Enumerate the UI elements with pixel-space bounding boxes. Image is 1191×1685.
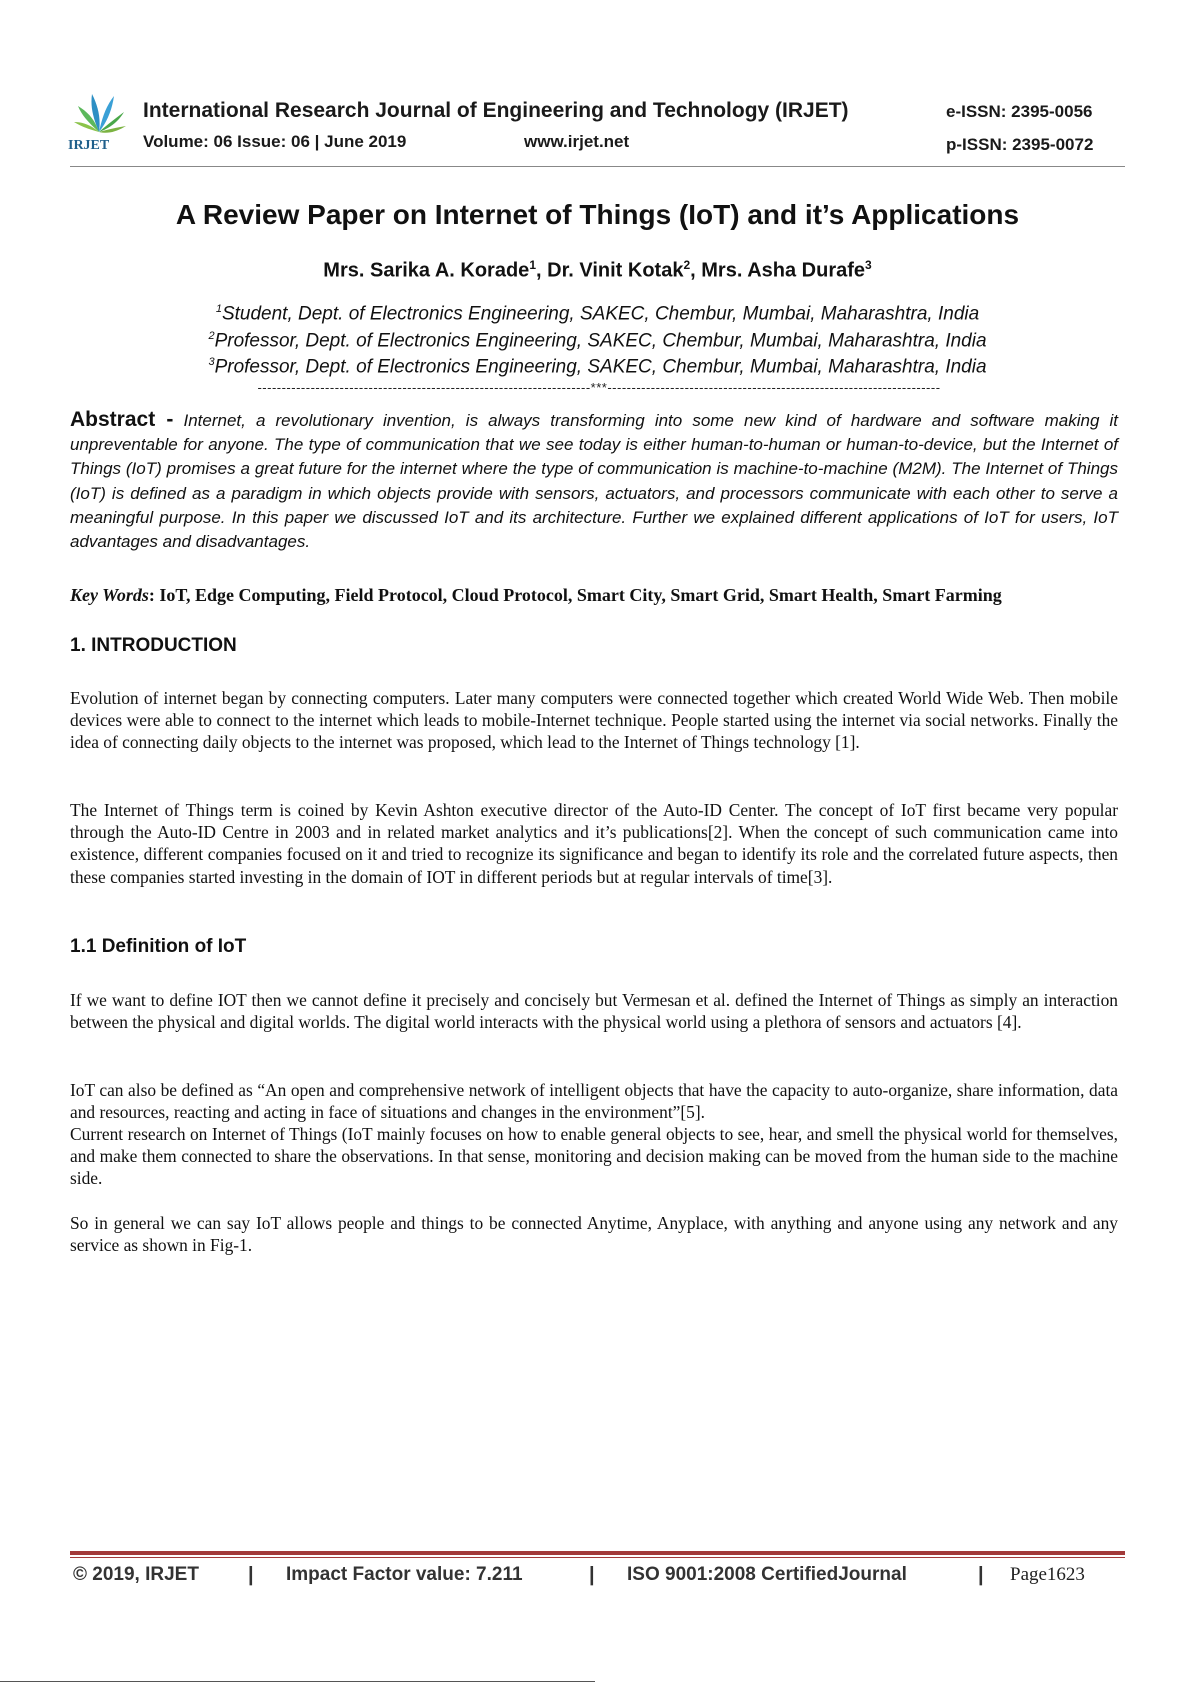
keywords-label: Key Words [70,585,149,605]
intro-paragraph-1: Evolution of internet began by connecting computers. Later many computers were connected together which created World Wide Web. Then mobile devices were able to connect to the internet which leads to mobile-Internet technique. People started using the internet via social networks. Finally the idea of connecting daily objects to the internet was proposed, which lead to the Internet of Things technology [1]. [70,688,1118,753]
footer-copyright: © 2019, IRJET [73,1564,199,1585]
affiliation [70,303,1125,325]
abstract-text: Internet, a revolutionary invention, is always transforming into some new kind of hardware and software making it unpreventable for anyone. The type of communication that we see today is either human-to-human or human-to-device, but the Internet of Things (IoT) promises a great future for the internet where the type of communication is machine-to-machine (M2M). The Internet of Things (IoT) is defined as a paradigm in which objects provide with sensors, actuators, and processors communicate with each other to serve a meaningful purpose. In this paper we discussed IoT and its architecture. Further we explained different applications of IoT for users, IoT advantages and disadvantages. [70,411,1118,552]
affiliation-marker: 2 [208,330,215,342]
abstract-label: Abstract - [70,408,174,431]
keywords-text: : IoT, Edge Computing, Field Protocol, Cloud Protocol, Smart City, Smart Grid, Smart Health, Smart Farming [148,585,1002,605]
paper-title: A Review Paper on Internet of Things (IoT) and it’s Applications [175,199,1020,230]
keywords [70,585,1130,606]
author-affil-marker: 1 [529,258,536,272]
footer-iso: ISO 9001:2008 CertifiedJournal [627,1564,907,1585]
author-affil-marker: 3 [865,258,872,272]
author-name: Mrs. Asha Durafe [701,259,866,282]
abstract [70,408,1118,554]
footer-separator: | [978,1564,984,1586]
journal-website-link[interactable]: www.irjet.net [524,132,630,151]
affiliation-marker: 1 [215,303,222,315]
eissn: e-ISSN: 2395-0056 [946,102,1093,121]
footer-separator: | [589,1564,595,1586]
footer-impact-factor: Impact Factor value: 7.211 [286,1564,523,1585]
definition-paragraph-2: IoT can also be defined as “An open and comprehensive network of intelligent objects that have the capacity to auto-organize, share information, data and resources, reacting and acting in face of situations and changes in the environment”[5]. [70,1080,1118,1123]
author-name: Dr. Vinit Kotak [547,259,684,282]
definition-paragraph-4: So in general we can say IoT allows people and things to be connected Anytime, Anyplace, with anything and anyone using any network and any service as shown in Fig-1. [70,1213,1118,1256]
irjet-logo-text: IRJET [68,138,110,153]
definition-paragraph-3: Current research on Internet of Things (IoT mainly focuses on how to enable general objects to see, hear, and smell the physical world for themselves, and make them connected to share the observations. In that sense, monitoring and decision making can be moved from the human side to the machine side. [70,1124,1118,1189]
affiliation [70,356,1125,378]
affiliation-text: Professor, Dept. of Electronics Engineering, SAKEC, Chembur, Mumbai, Maharashtra, India [214,356,987,378]
page-bottom-line [0,1681,595,1682]
affiliation-text: Student, Dept. of Electronics Engineering, SAKEC, Chembur, Mumbai, Maharashtra, India [221,303,980,325]
affiliation-text: Professor, Dept. of Electronics Engineering, SAKEC, Chembur, Mumbai, Maharashtra, India [214,330,987,352]
section-heading-definition: 1.1 Definition of IoT [70,936,247,957]
affiliation-marker: 3 [208,356,215,368]
affiliation [70,330,1125,352]
author-separator: , [536,259,548,282]
footer-page-number: Page1623 [1010,1564,1085,1585]
author-separator: , [690,259,702,282]
definition-paragraph-1: If we want to define IOT then we cannot define it precisely and concisely but Vermesan et al. defined the Internet of Things as simply an interaction between the physical and digital worlds. The digital world interacts with the physical world using a plethora of sensors and actuators [4]. [70,990,1118,1033]
author-name: Mrs. Sarika A. Korade [323,259,530,282]
section-heading-introduction: 1. INTRODUCTION [70,635,237,656]
footer-divider-thin [70,1557,1125,1558]
header-divider [70,166,1125,167]
intro-paragraph-2: The Internet of Things term is coined by Kevin Ashton executive director of the Auto-ID Center. The concept of IoT first became very popular through the Auto-ID Centre in 2003 and in related market analytics and it’s publications[2]. When the concept of such communication came into existence, different companies focused on it and tried to recognize its significance and began to identify its role and the correlated future aspects, then these companies started investing in the domain of IOT in different periods but at regular intervals of time[3]. [70,800,1118,887]
footer-separator: | [248,1564,254,1586]
issue-info: Volume: 06 Issue: 06 | June 2019 [143,132,407,151]
section-separator: ---------------------------------------------------------------------***--------------------------------------------------------------------- [257,380,941,395]
pissn: p-ISSN: 2395-0072 [946,135,1094,154]
author-affil-marker: 2 [683,258,691,272]
footer-divider [70,1551,1125,1555]
author-list [70,258,1125,283]
journal-name: International Research Journal of Engineering and Technology (IRJET) [143,99,849,122]
